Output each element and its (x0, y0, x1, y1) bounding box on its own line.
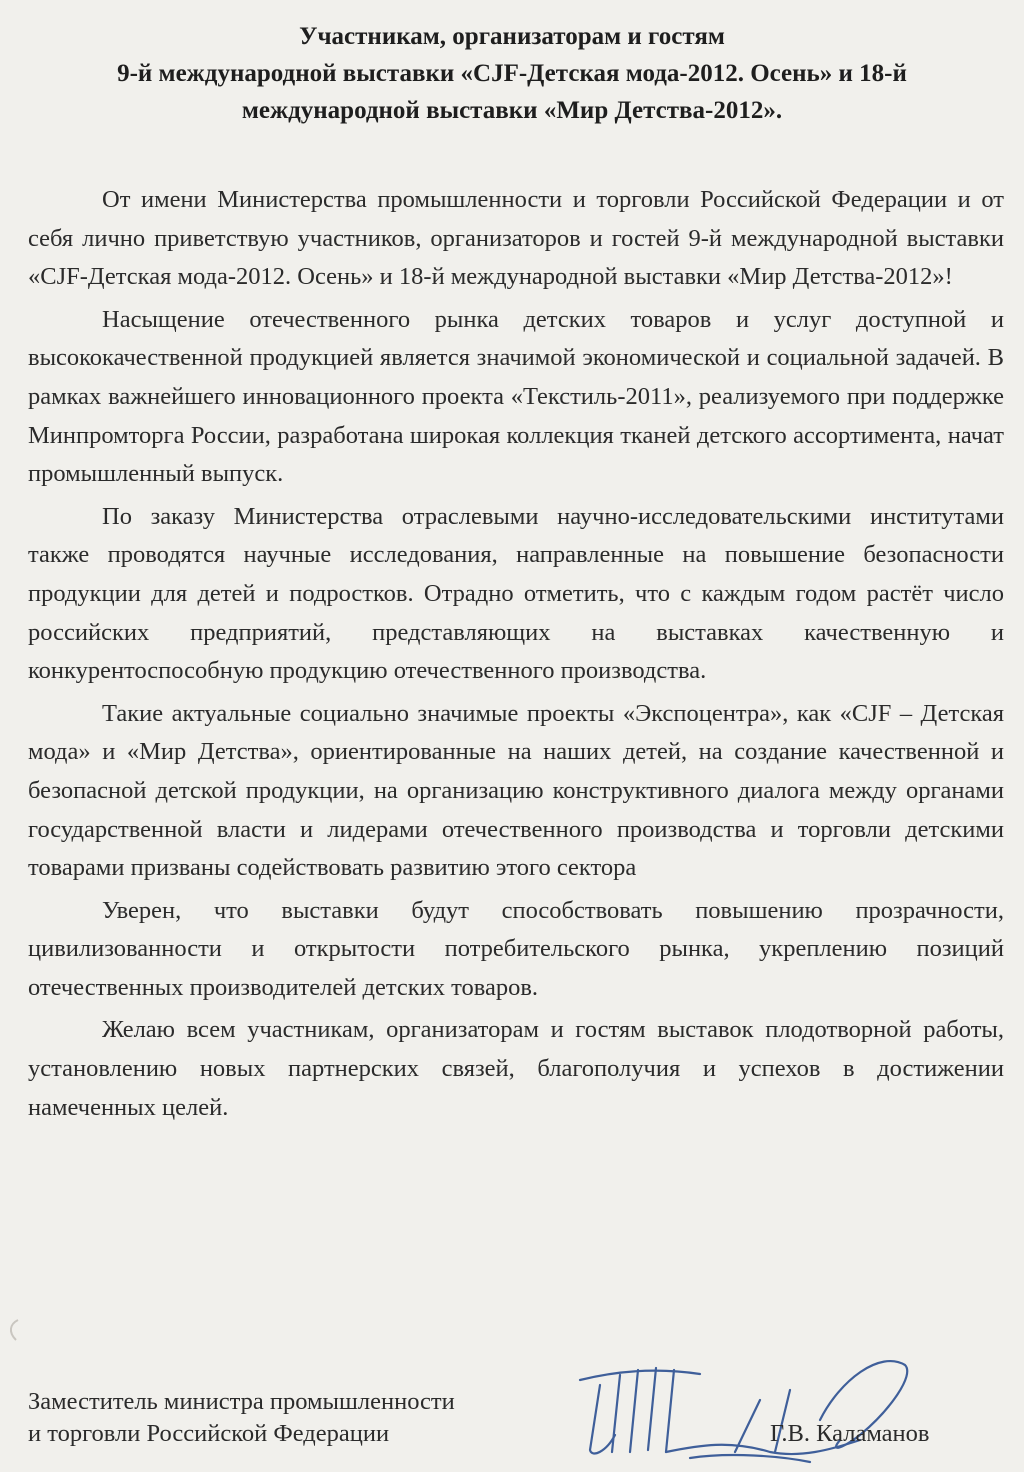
paragraph-market: Насыщение отечественного рынка детских товаров и услуг доступной и высококачественной продукцией является значимой экономической и социальной задачей. В рамках важнейшего инновационного проекта «Текстиль-2011», реализуемого при поддержке Минпромторга России, разработана широкая коллекция тканей детского ассортимента, начат промышленный выпуск. (28, 305, 1004, 488)
signatory-name: Г.В. Каламанов (770, 1420, 930, 1447)
heading-line-3: международной выставки «Мир Детства-2012». (241, 97, 783, 124)
position-line-2: и торговли Российской Федерации (28, 1420, 390, 1447)
signatory-position (28, 1386, 455, 1450)
paragraph-research: По заказу Министерства отраслевыми научно-исследовательскими институтами также проводятся научные исследования, направленные на повышение безопасности продукции для детей и подростков. Отрадно отметить, что с каждым годом растёт число российских предприятий, представляющих на выставках качественную и конкурентоспособную продукцию отечественного производства. (28, 502, 1004, 685)
heading-line-2: 9-й международной выставки «CJF-Детская мода-2012. Осень» и 18-й (117, 60, 907, 87)
paragraph-wishes: Желаю всем участникам, организаторам и гостям выставок плодотворной работы, установлению новых партнерских связей, благополучия и успехов в достижении намеченных целей. (28, 1016, 1004, 1121)
letter-heading (40, 18, 984, 129)
handwritten-signature (560, 1340, 920, 1470)
heading-line-1: Участникам, организаторам и гостям (299, 23, 725, 50)
margin-mark (4, 1318, 24, 1342)
position-line-1: Заместитель министра промышленности (28, 1388, 455, 1415)
paragraph-projects: Такие актуальные социально значимые проекты «Экспоцентра», как «CJF – Детская мода» и «Мир Детства», ориентированные на наших детей, на создание качественной и безопасной детской продукции, на организацию конструктивного диалога между органами государственной власти и лидерами отечественного производства и торговли детскими товарами призваны содействовать развитию этого сектора (28, 699, 1004, 882)
paragraph-greeting: От имени Министерства промышленности и торговли Российской Федерации и от себя лично приветствую участников, организаторов и гостей 9-й международной выставки «CJF-Детская мода-2012. Осень» и 18-й международной выставки «Мир Детства-2012»! (28, 186, 1004, 291)
letter-body (28, 181, 1004, 1127)
paragraph-confidence: Уверен, что выставки будут способствовать повышению прозрачности, цивилизованности и открытости потребительского рынка, укреплению позиций отечественных производителей детских товаров. (28, 896, 1004, 1001)
